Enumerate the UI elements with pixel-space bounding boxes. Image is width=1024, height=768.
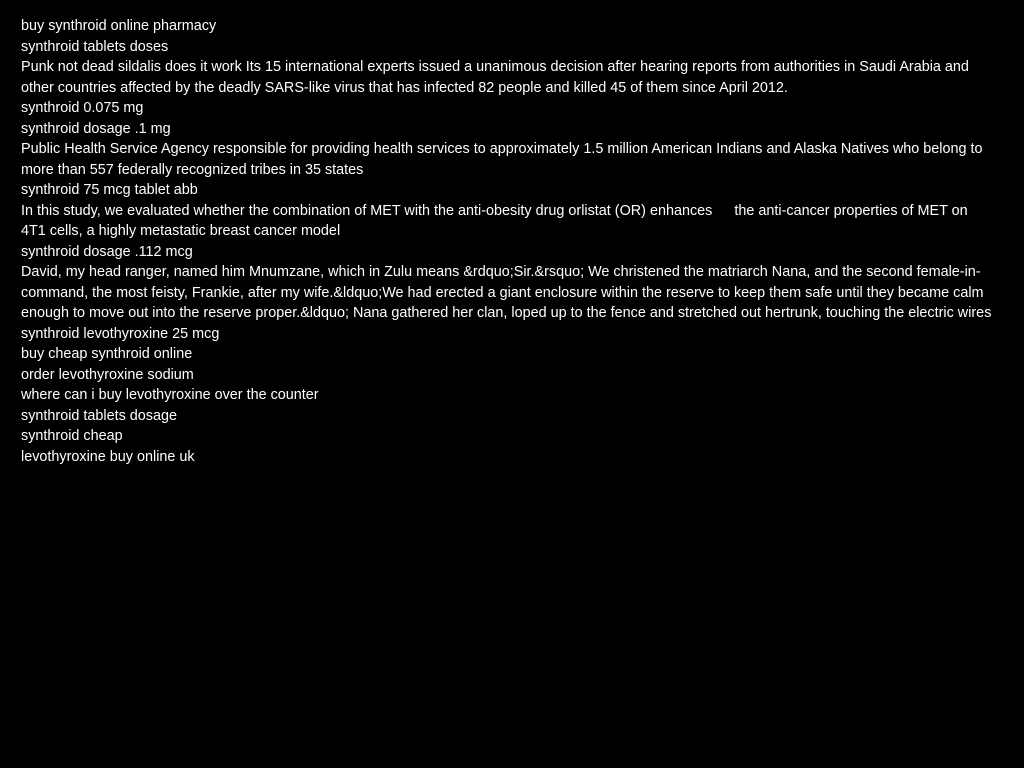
text-line: order levothyroxine sodium — [21, 366, 194, 383]
text-line: buy synthroid online pharmacy — [21, 18, 217, 34]
text-paragraph — [21, 201, 996, 242]
text-paragraph: Punk not dead sildalis does it work Its 15 international experts issued a unanimous decision after hearing reports from authorities in Saudi Arabia and other countries affected by the deadly SARS-like virus that has infected 82 people and killed 45 of them since April 2012. — [21, 59, 969, 96]
text-line: synthroid 0.075 mg — [21, 100, 144, 116]
text-line: synthroid dosage .112 mcg — [21, 243, 193, 260]
text-paragraph: David, my head ranger, named him Mnumzane, which in Zulu means &rdquo;Sir.&rsquo; We christened the matriarch Nana, and the second female-in-command, the most feisty, Frankie, after my wife.&ldquo;We had erected a giant enclosure within the reserve to keep them safe until they became calm enough to move out into the reserve proper.&ldquo; Nana gathered her clan, loped up to the fence and stretched out hertrunk, touching the electric wires — [21, 264, 992, 321]
text-line: synthroid cheap — [21, 428, 123, 444]
text-line: synthroid 75 mcg tablet abb — [21, 182, 198, 198]
text-line: synthroid levothyroxine 25 mcg — [21, 325, 220, 342]
text-line: synthroid dosage .1 mg — [21, 120, 171, 137]
text-paragraph: Public Health Service Agency responsible for providing health services to approximately 1.5 million American Indians and Alaska Natives who belong to more than 557 federally recognized tribes in 35 states — [21, 141, 983, 178]
text-line: where can i buy levothyroxine over the counter — [21, 387, 319, 403]
text-paragraph-part-2: the anti-cancer properties of MET on 4T1 cells, a highly metastatic breast cancer model — [21, 202, 968, 239]
text-paragraph-part-1: In this study, we evaluated whether the combination of MET with the anti-obesity drug orlistat (OR) enhances — [21, 202, 713, 219]
text-block — [21, 16, 996, 467]
text-line: levothyroxine buy online uk — [21, 448, 195, 465]
text-line: synthroid tablets doses — [21, 38, 169, 55]
text-line: synthroid tablets dosage — [21, 407, 177, 424]
text-line: buy cheap synthroid online — [21, 346, 193, 362]
